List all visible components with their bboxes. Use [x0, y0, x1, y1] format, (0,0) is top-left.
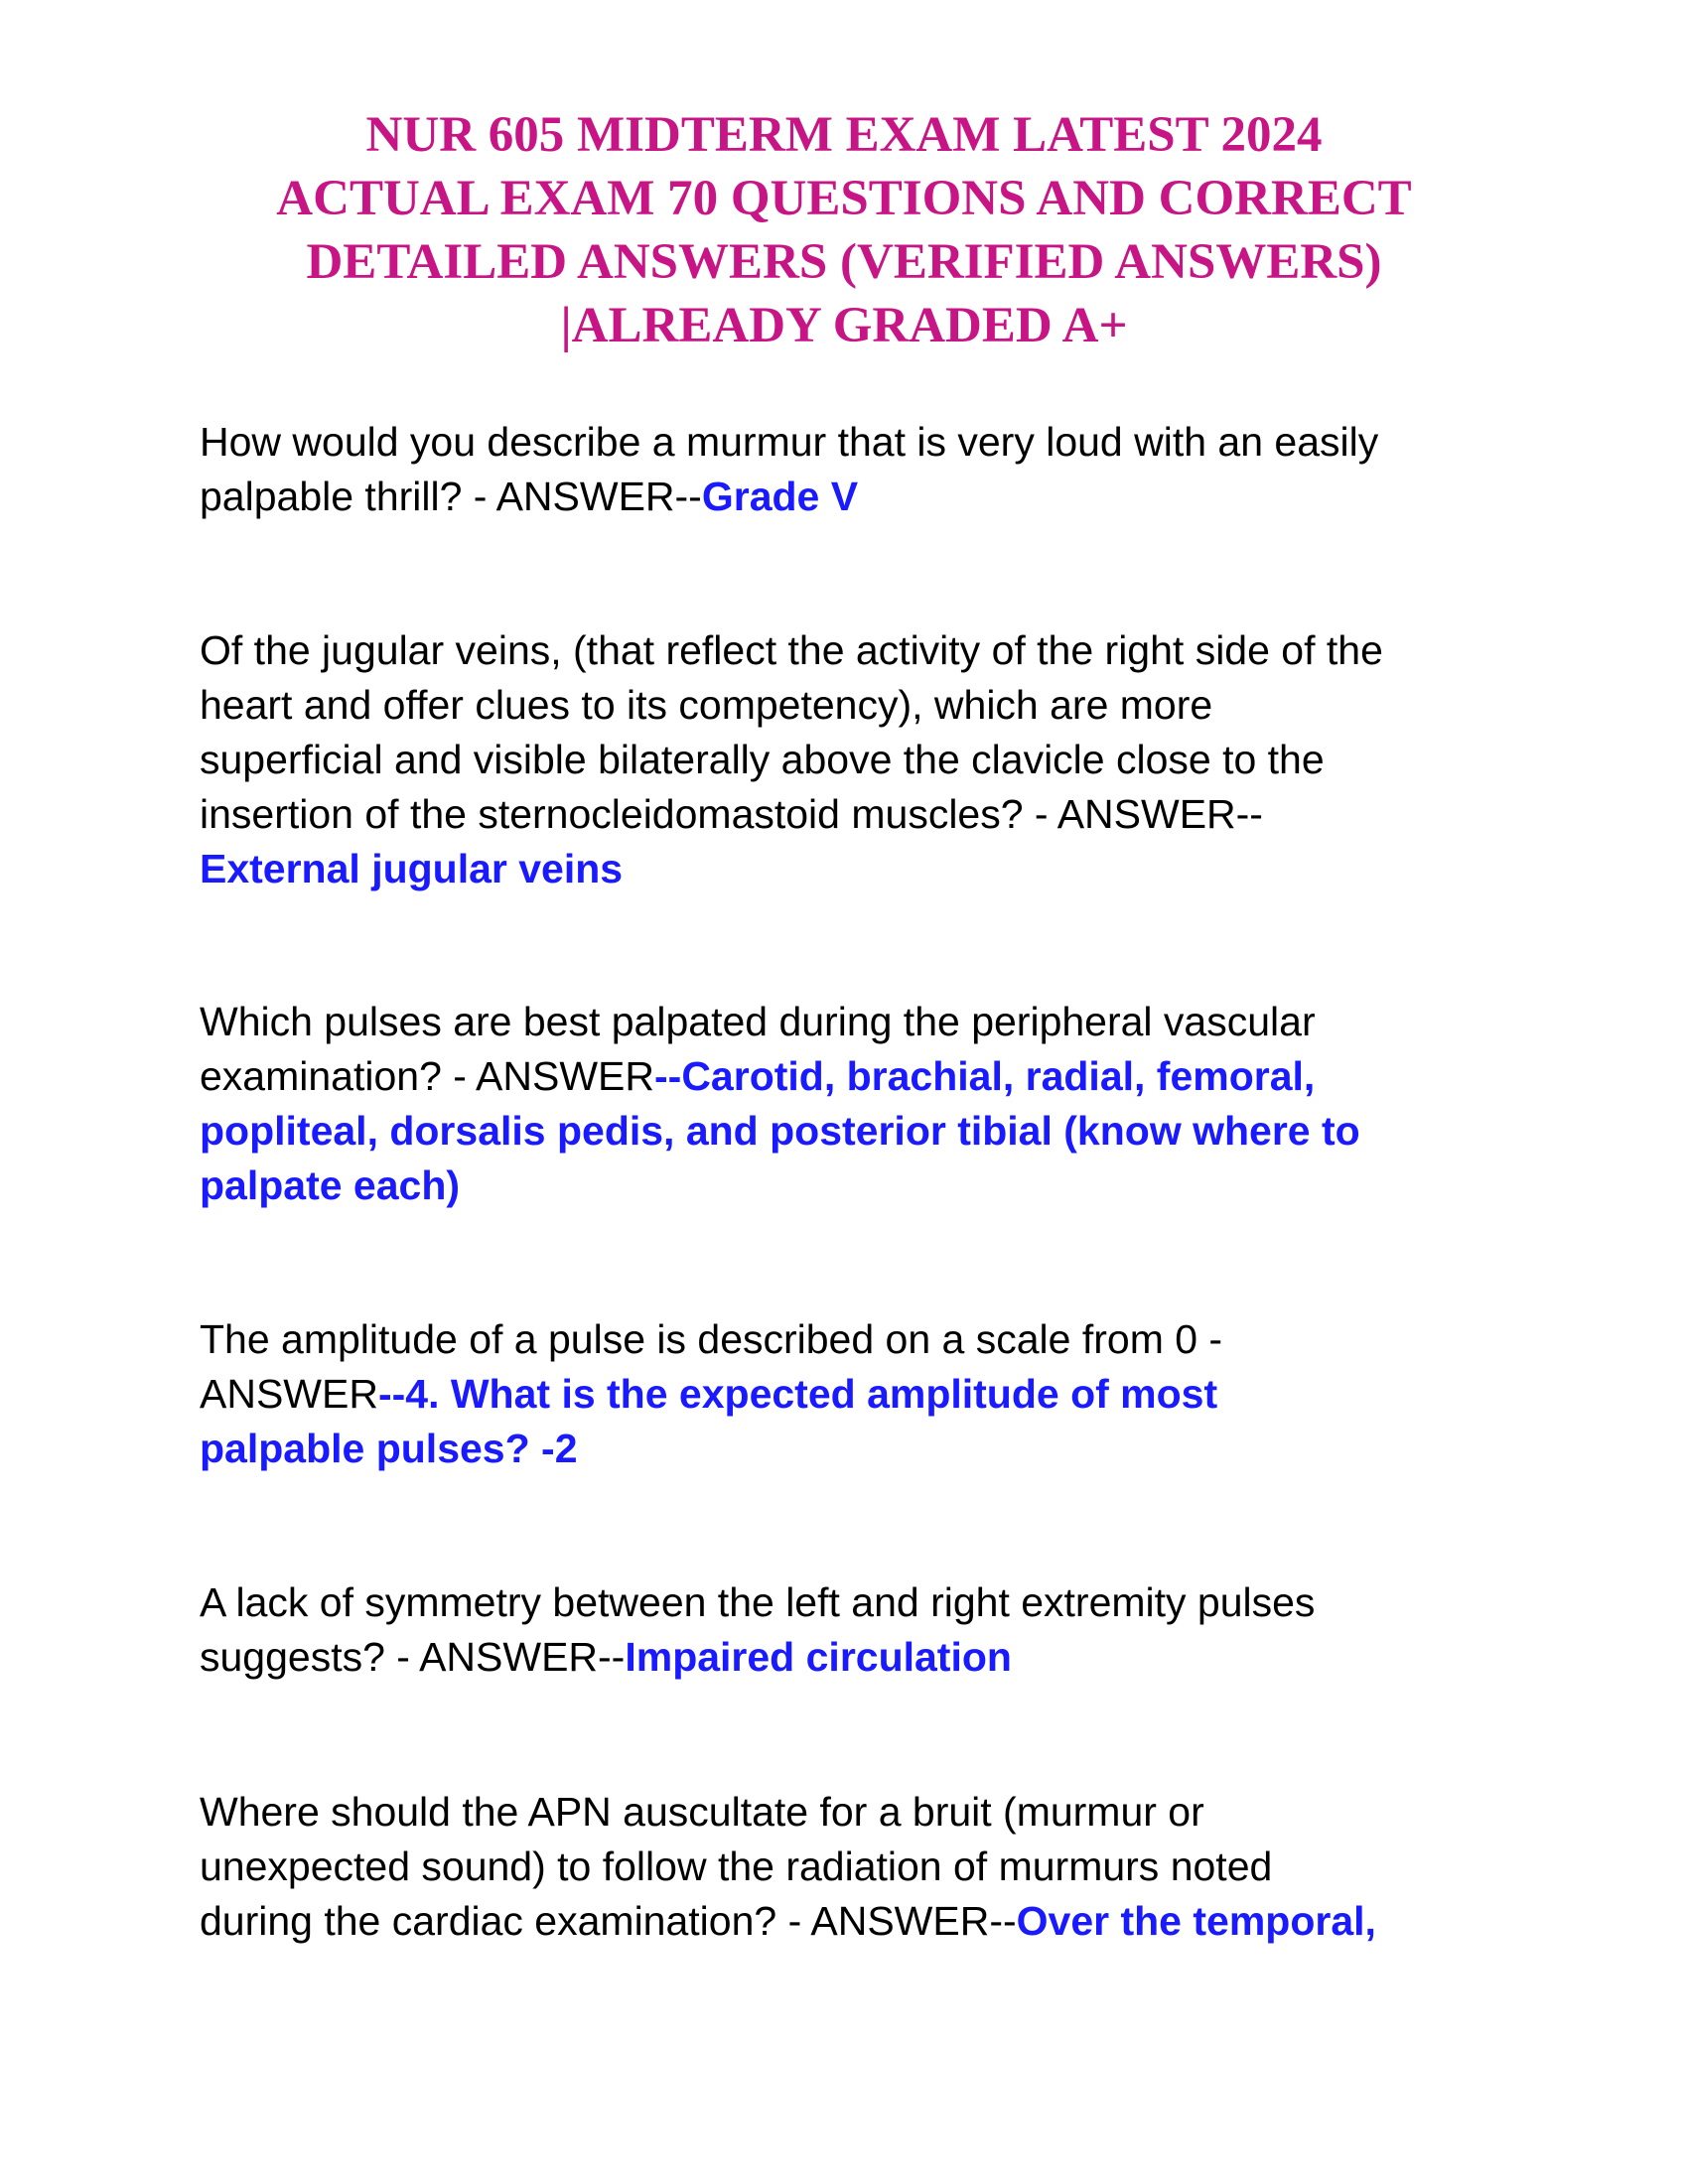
- question-block: [200, 623, 1500, 896]
- title-line: ACTUAL EXAM 70 QUESTIONS AND CORRECT: [276, 171, 1412, 226]
- question-text: examination? - ANSWER: [200, 1053, 655, 1099]
- question-text: A lack of symmetry between the left and right extremity pulses: [200, 1579, 1316, 1625]
- answer-text: popliteal, dorsalis pedis, and posterior tibial (know where to: [200, 1108, 1360, 1154]
- question-line: [200, 1049, 1500, 1104]
- question-line: [200, 1630, 1500, 1685]
- document-title: [159, 103, 1529, 357]
- answer-text: palpate each): [200, 1162, 461, 1208]
- title-line: DETAILED ANSWERS (VERIFIED ANSWERS): [306, 234, 1382, 290]
- question-block: [200, 415, 1500, 524]
- question-text: Where should the APN auscultate for a bruit (murmur or: [200, 1789, 1204, 1835]
- question-text: Of the jugular veins, (that reflect the activity of the right side of the: [200, 627, 1383, 673]
- question-text: suggests? - ANSWER--: [200, 1634, 626, 1680]
- title-line: |ALREADY GRADED A+: [560, 298, 1128, 353]
- answer-text: Over the temporal,: [1016, 1898, 1376, 1944]
- answer-text: External jugular veins: [200, 846, 624, 891]
- question-line: [200, 1367, 1500, 1422]
- answer-text: Grade V: [701, 474, 859, 519]
- question-text: superficial and visible bilaterally above the clavicle close to the: [200, 737, 1325, 782]
- question-text: palpable thrill? - ANSWER--: [200, 474, 702, 519]
- question-line: [200, 470, 1500, 524]
- answer-text: Impaired circulation: [625, 1634, 1012, 1680]
- question-block: [200, 1575, 1500, 1685]
- question-text: heart and offer clues to its competency), which are more: [200, 682, 1213, 728]
- answer-text: --4. What is the expected amplitude of most: [377, 1371, 1218, 1417]
- question-text: The amplitude of a pulse is described on a scale from 0 -: [200, 1316, 1223, 1362]
- title-line: NUR 605 MIDTERM EXAM LATEST 2024: [365, 107, 1323, 163]
- question-text: Which pulses are best palpated during the peripheral vascular: [200, 999, 1316, 1044]
- question-text: insertion of the sternocleidomastoid muscles? - ANSWER--: [200, 791, 1263, 837]
- question-line: [200, 1894, 1500, 1949]
- question-block: [200, 1785, 1500, 1949]
- question-block: [200, 995, 1500, 1213]
- question-text: unexpected sound) to follow the radiation of murmurs noted: [200, 1843, 1273, 1889]
- question-block: [200, 1312, 1500, 1476]
- answer-text: palpable pulses? -2: [200, 1426, 578, 1471]
- question-text: ANSWER: [200, 1371, 378, 1417]
- question-text: How would you describe a murmur that is very loud with an easily: [200, 419, 1379, 465]
- question-text: during the cardiac examination? - ANSWER--: [200, 1898, 1017, 1944]
- answer-text: --Carotid, brachial, radial, femoral,: [654, 1053, 1316, 1099]
